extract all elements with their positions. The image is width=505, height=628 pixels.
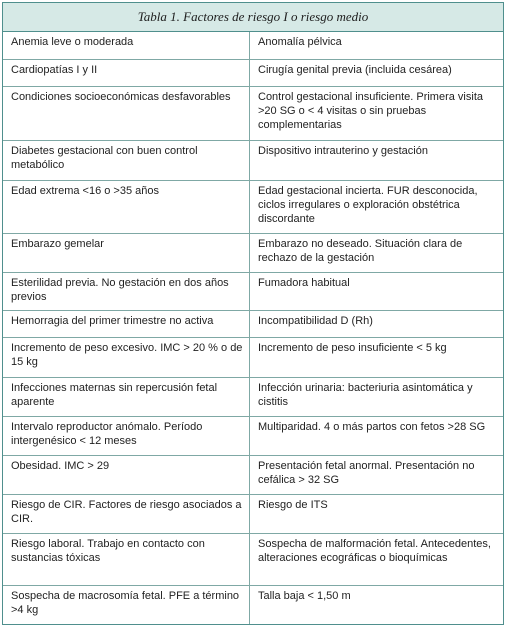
table-row [3,311,503,338]
table-row [3,141,503,181]
table-cell-right: Cirugía genital previa (incluida cesárea) [250,60,501,86]
risk-factors-table [2,2,504,625]
table-row [3,234,503,273]
table-cell-right: Control gestacional insuficiente. Primera visita >20 SG o < 4 visitas o sin pruebas complementarias [250,87,501,140]
table-title: Tabla 1. Factores de riesgo I o riesgo medio [3,3,503,32]
table-cell-left: Embarazo gemelar [3,234,250,272]
table-row [3,534,503,586]
table-row [3,338,503,378]
table-row [3,181,503,234]
table-cell-left: Cardiopatías I y II [3,60,250,86]
table-row [3,417,503,456]
table-cell-left: Condiciones socioeconómicas desfavorables [3,87,250,140]
table-row [3,87,503,141]
table-cell-right: Incremento de peso insuficiente < 5 kg [250,338,501,377]
table-cell-right: Embarazo no deseado. Situación clara de rechazo de la gestación [250,234,501,272]
table-row [3,60,503,87]
table-cell-left: Obesidad. IMC > 29 [3,456,250,494]
table-cell-right: Multiparidad. 4 o más partos con fetos >28 SG [250,417,501,455]
table-cell-left: Edad extrema <16 o >35 años [3,181,250,233]
table-cell-left: Hemorragia del primer trimestre no activa [3,311,250,337]
table-cell-right: Dispositivo intrauterino y gestación [250,141,501,180]
table-row [3,32,503,60]
table-cell-left: Riesgo de CIR. Factores de riesgo asociados a CIR. [3,495,250,533]
table-cell-left: Diabetes gestacional con buen control metabólico [3,141,250,180]
table-cell-right: Sospecha de malformación fetal. Antecedentes, alteraciones ecográficas o bioquímicas [250,534,501,585]
table-cell-left: Riesgo laboral. Trabajo en contacto con sustancias tóxicas [3,534,250,585]
table-cell-right: Infección urinaria: bacteriuria asintomática y cistitis [250,378,501,416]
table-cell-left: Esterilidad previa. No gestación en dos años previos [3,273,250,310]
table-cell-left: Incremento de peso excesivo. IMC > 20 % o de 15 kg [3,338,250,377]
table-cell-right: Presentación fetal anormal. Presentación no cefálica > 32 SG [250,456,501,494]
table-cell-left: Anemia leve o moderada [3,32,250,59]
table-cell-right: Anomalía pélvica [250,32,501,59]
table-cell-left: Intervalo reproductor anómalo. Período intergenésico < 12 meses [3,417,250,455]
table-row [3,586,503,624]
table-cell-right: Edad gestacional incierta. FUR desconocida, ciclos irregulares o exploración obstétrica discordante [250,181,501,233]
table-cell-right: Riesgo de ITS [250,495,501,533]
table-cell-right: Talla baja < 1,50 m [250,586,501,624]
table-row [3,273,503,311]
table-cell-left: Sospecha de macrosomía fetal. PFE a término >4 kg [3,586,250,624]
table-cell-left: Infecciones maternas sin repercusión fetal aparente [3,378,250,416]
table-cell-right: Incompatibilidad D (Rh) [250,311,501,337]
table-row [3,378,503,417]
table-row [3,456,503,495]
table-cell-right: Fumadora habitual [250,273,501,310]
table-row [3,495,503,534]
